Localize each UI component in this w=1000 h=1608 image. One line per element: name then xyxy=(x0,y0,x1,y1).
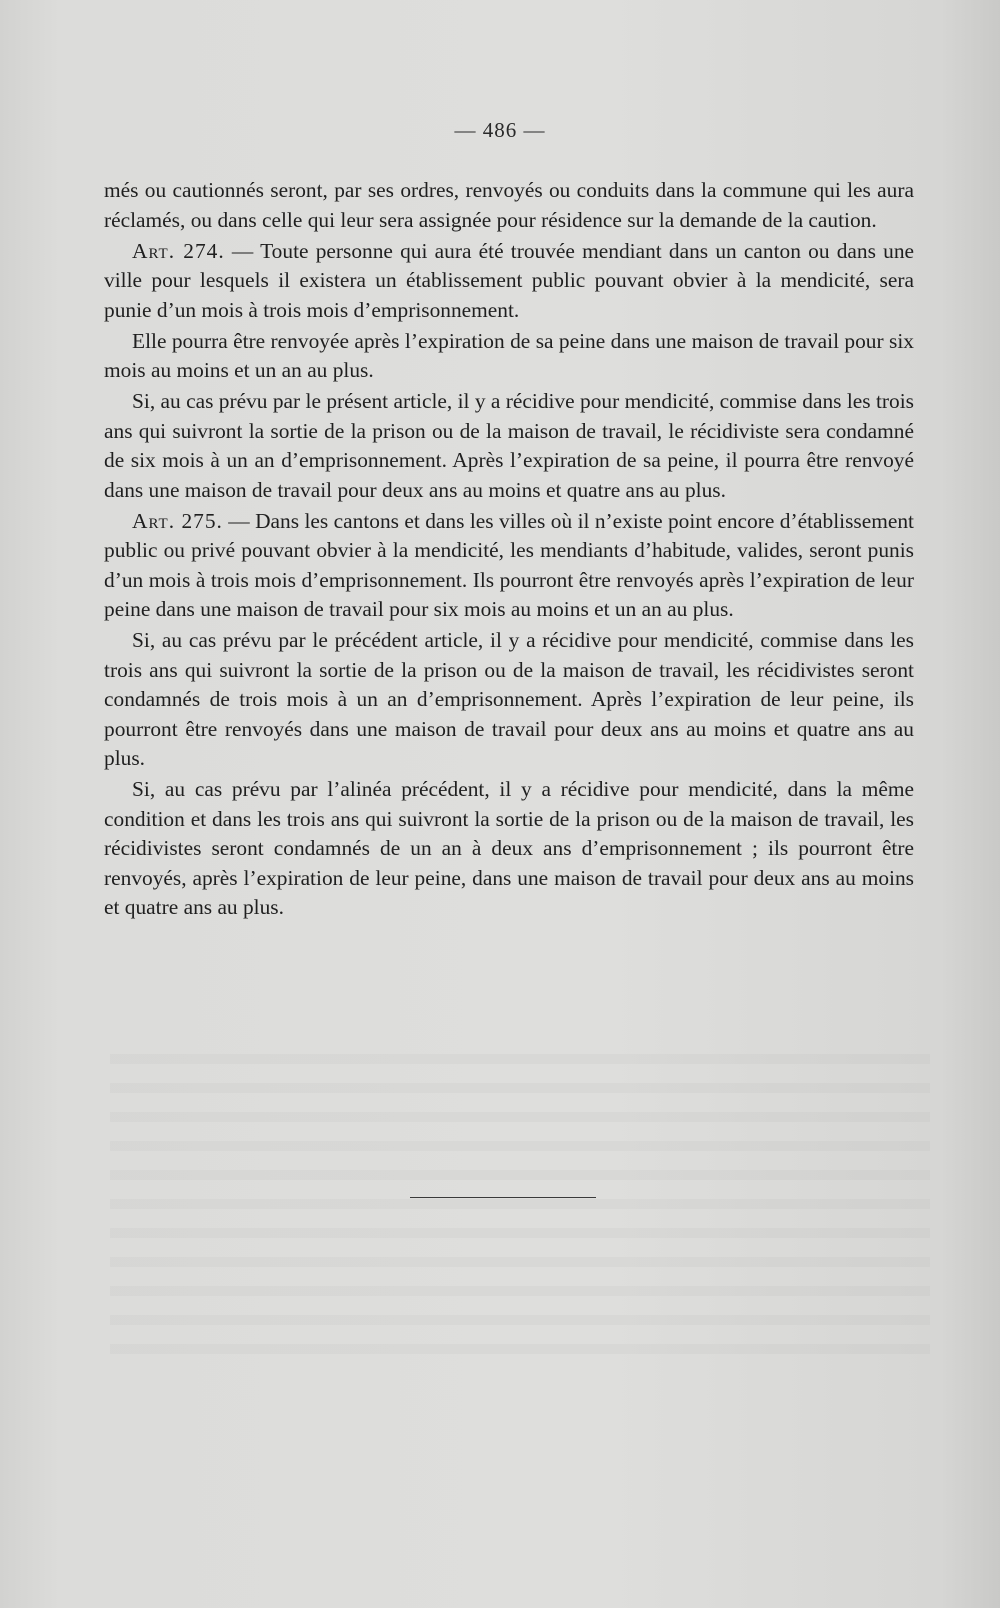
paragraph-text: Elle pourra être renvoyée après l’expiration de sa peine dans une maison de travail pour six mois au moins et un an au plus. xyxy=(104,328,914,382)
paragraph xyxy=(104,775,914,923)
article-label: Art. 275. xyxy=(132,508,223,533)
paragraph xyxy=(104,626,914,774)
paragraph-continuation xyxy=(104,176,914,235)
paragraph-text: Si, au cas prévu par le précédent article, il y a récidive pour mendicité, commise dans les trois ans qui suivront la sortie de la prison ou de la maison de travail, les récidivistes seront condamnés de trois mois à un an d’emprisonnement. Après l’expiration de leur peine, ils pourront être renvoyés dans une maison de travail pour deux ans au moins et quatre ans au plus. xyxy=(104,628,914,770)
bleed-through-texture xyxy=(110,1040,930,1370)
end-rule-divider xyxy=(410,1197,596,1198)
article-274-paragraph xyxy=(104,237,914,326)
body-text xyxy=(104,176,914,924)
paragraph-text: Si, au cas prévu par l’alinéa précédent, il y a récidive pour mendicité, dans la même condition et dans les trois ans qui suivront la sortie de la prison ou de la maison de travail, les récidivistes seront condamnés de un an à deux ans d’emprisonnement ; ils pourront être renvoyés, après l’expiration de leur peine, dans une maison de travail pour deux ans au moins et quatre ans au plus. xyxy=(104,777,914,919)
paragraph-text: — Dans les cantons et dans les villes où il n’existe point encore d’établissement public ou privé pouvant obvier à la mendicité, les mendiants d’habitude, valides, seront punis d’un mois à trois mois d’emprisonnement. Ils pourront être renvoyés après l’expiration de leur peine dans une maison de travail pour six mois au moins et un an au plus. xyxy=(104,508,914,621)
article-275-paragraph xyxy=(104,507,914,625)
paragraph-text: — Toute personne qui aura été trouvée mendiant dans un canton ou dans une ville pour lesquels il existera un établissement public pouvant obvier à la mendicité, sera punie d’un mois à trois mois d’emprisonnement. xyxy=(104,238,915,322)
paragraph xyxy=(104,387,914,505)
page-number: — 486 — xyxy=(454,118,546,142)
paragraph-text: més ou cautionnés seront, par ses ordres, renvoyés ou conduits dans la commune qui les aura réclamés, ou dans celle qui leur sera assignée pour résidence sur la demande de la caution. xyxy=(104,178,914,232)
paragraph xyxy=(104,327,914,386)
paragraph-text: Si, au cas prévu par le présent article, il y a récidive pour mendicité, commise dans les trois ans qui suivront la sortie de la prison ou de la maison de travail, le récidiviste sera condamné de six mois à un an d’emprisonnement. Après l’expiration de sa peine, il pourra être renvoyé dans une maison de travail pour deux ans au moins et quatre ans au plus. xyxy=(104,389,914,502)
article-label: Art. 274. xyxy=(132,238,225,263)
